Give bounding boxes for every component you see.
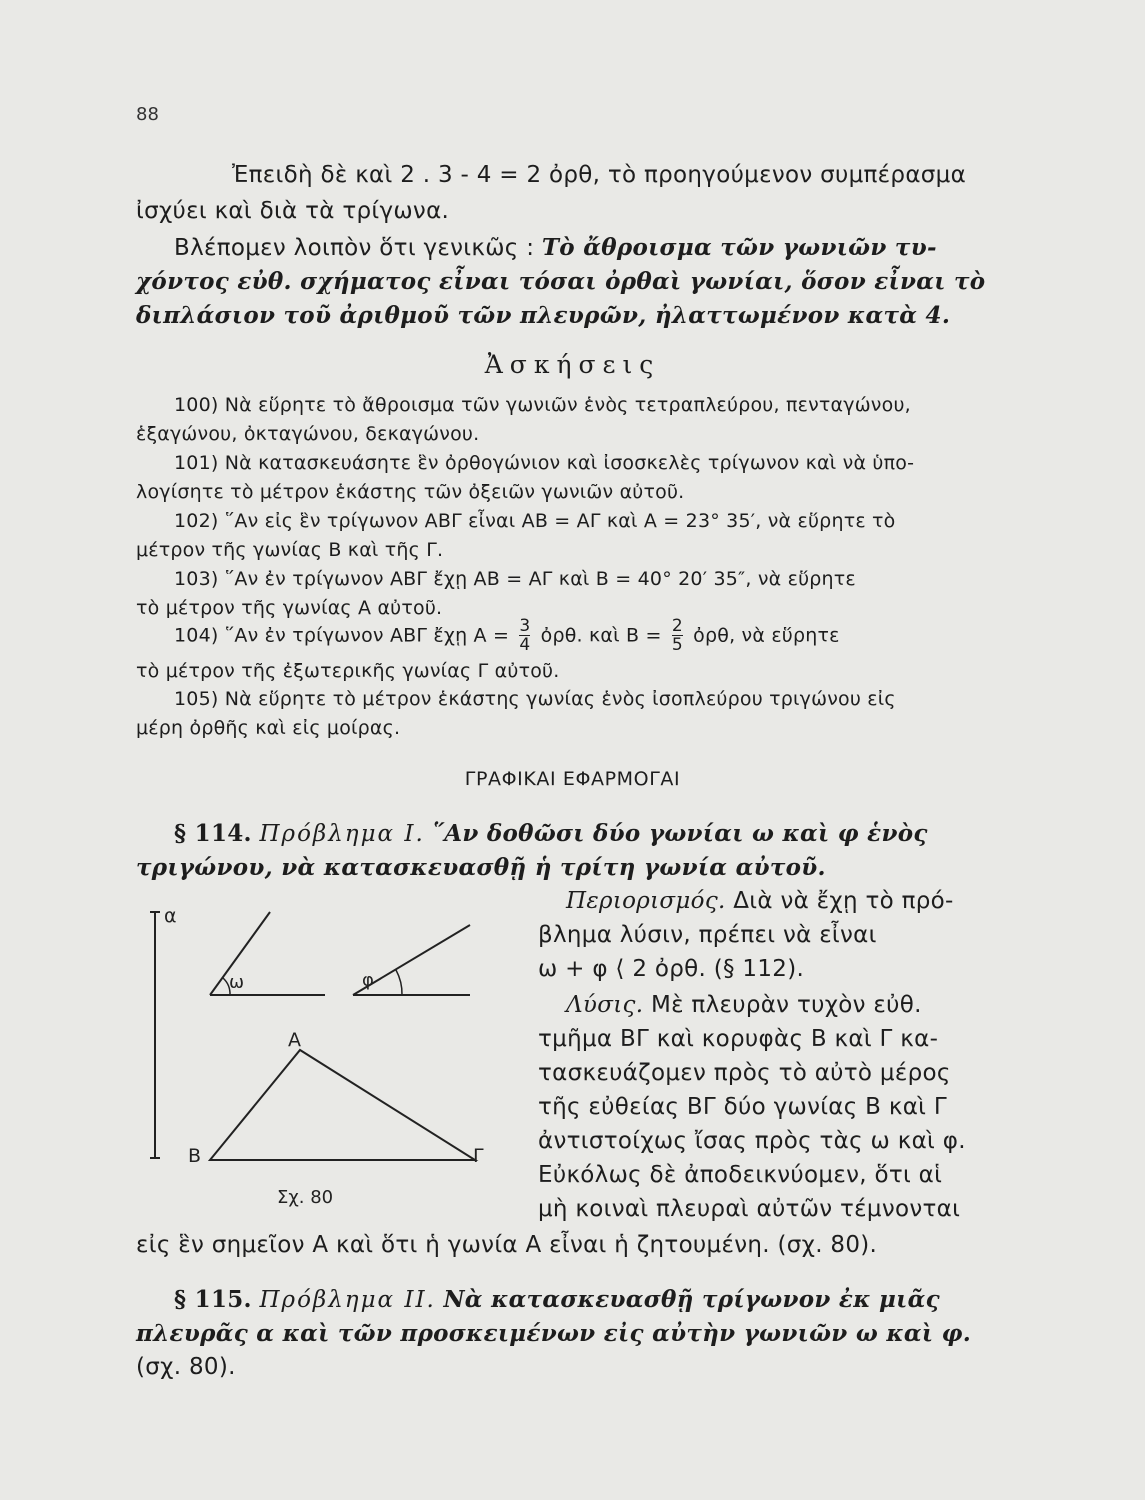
solution-line-2: τμῆμα ΒΓ καὶ κορυφὰς Β καὶ Γ κα- xyxy=(538,1026,939,1052)
figure-80 xyxy=(140,900,500,1210)
graphic-applications-heading: ΓΡΑΦΙΚΑΙ ΕΦΑΡΜΟΓΑΙ xyxy=(464,768,681,790)
label-phi: φ xyxy=(362,970,374,991)
solution-line-8: εἰς ἓν σημεῖον Α καὶ ὅτι ἡ γωνία Α εἶναι ἡ ζητουμένη. (σχ. 80). xyxy=(136,1232,878,1258)
exercise-103-line-2: τὸ μέτρον τῆς γωνίας Α αὐτοῦ. xyxy=(136,597,443,619)
section-115-label: Πρόβλημα ΙΙ. xyxy=(259,1287,436,1313)
intro-line-3-italic: Τὸ ἄθροισμα τῶν γωνιῶν τυ- xyxy=(541,234,937,261)
exercise-104-post: ὀρθ, νὰ εὕρητε xyxy=(693,624,840,647)
angle-phi-arc xyxy=(396,970,402,995)
exercise-100-line-1: 100) Νὰ εὕρητε τὸ ἄθροισμα τῶν γωνιῶν ἑνὸς τετραπλεύρου, πενταγώνου, xyxy=(174,394,911,416)
solution-line-1 xyxy=(566,992,922,1018)
section-114-title-line-2: τριγώνου, νὰ κατασκευασθῇ ἡ τρίτη γωνία αὐτοῦ. xyxy=(136,854,826,881)
label-alpha: α xyxy=(164,905,177,927)
exercise-104-line-2: τὸ μέτρον τῆς ἐξωτερικῆς γωνίας Γ αὐτοῦ. xyxy=(136,660,560,682)
fraction-denominator: 4 xyxy=(519,635,531,655)
label-vertex-a: Α xyxy=(288,1029,301,1051)
section-115-title-line-2: πλευρᾶς α καὶ τῶν προσκειμένων εἰς αὐτὴν γωνιῶν ω καὶ φ. xyxy=(136,1320,972,1347)
solution-line-6: Εὐκόλως δὲ ἀποδεικνύομεν, ὅτι αἱ xyxy=(538,1162,943,1188)
restriction-line-1 xyxy=(566,888,954,914)
intro-line-1: Ἐπειδὴ δὲ καὶ 2 . 3 - 4 = 2 ὀρθ, τὸ προηγούμενον συμπέρασμα xyxy=(232,162,967,188)
exercise-104-mid: ὀρθ. καὶ Β = xyxy=(540,624,662,647)
exercise-101-line-2: λογίσητε τὸ μέτρον ἑκάστης τῶν ὀξειῶν γωνιῶν αὐτοῦ. xyxy=(136,481,685,503)
fraction-three-quarters xyxy=(519,618,530,654)
restriction-line-2: βλημα λύσιν, πρέπει νὰ εἶναι xyxy=(538,922,877,948)
solution-line-7: μὴ κοιναὶ πλευραὶ αὐτῶν τέμνονται xyxy=(538,1196,961,1222)
triangle-abg xyxy=(210,1050,475,1160)
restriction-label: Περιορισμός. xyxy=(566,888,726,914)
solution-line-3: τασκευάζομεν πρὸς τὸ αὐτὸ μέρος xyxy=(538,1060,951,1086)
intro-line-3 xyxy=(174,234,937,261)
fraction-two-fifths xyxy=(672,618,683,654)
intro-line-2: ἰσχύει καὶ διὰ τὰ τρίγωνα. xyxy=(136,198,450,224)
exercise-101-line-1: 101) Νὰ κατασκευάσητε ἓν ὀρθογώνιον καὶ ἰσοσκελὲς τρίγωνον καὶ νὰ ὑπο- xyxy=(174,452,915,474)
restriction-text-a: Διὰ νὰ ἔχῃ τὸ πρό- xyxy=(733,888,954,914)
exercises-heading: Ἀσκήσεις xyxy=(484,350,661,379)
solution-line-4: τῆς εὐθείας ΒΓ δύο γωνίας Β καὶ Γ xyxy=(538,1094,947,1120)
fraction-denominator: 5 xyxy=(671,635,683,655)
exercise-104-line-1 xyxy=(174,618,840,654)
section-115-number: § 115. xyxy=(174,1286,252,1313)
restriction-line-3: ω + φ ⟨ 2 ὀρθ. (§ 112). xyxy=(538,956,805,982)
section-114-title-line-1 xyxy=(174,820,928,847)
section-114-title-a: ῞Αν δοθῶσι δύο γωνίαι ω καὶ φ ἑνὸς xyxy=(432,820,928,847)
label-omega: ω xyxy=(229,972,245,993)
label-vertex-b: Β xyxy=(188,1145,202,1167)
figure-caption: Σχ. 80 xyxy=(277,1187,334,1208)
section-114-label: Πρόβλημα Ι. xyxy=(259,821,425,847)
exercise-100-line-2: ἑξαγώνου, ὀκταγώνου, δεκαγώνου. xyxy=(136,423,480,445)
exercise-105-line-1: 105) Νὰ εὕρητε τὸ μέτρον ἑκάστης γωνίας ἑνὸς ἰσοπλεύρου τριγώνου εἰς xyxy=(174,688,896,710)
page-number: 88 xyxy=(136,104,159,125)
exercise-105-line-2: μέρη ὀρθῆς καὶ εἰς μοίρας. xyxy=(136,717,401,739)
solution-line-5: ἀντιστοίχως ἴσας πρὸς τὰς ω καὶ φ. xyxy=(538,1128,966,1154)
section-115-title-a: Νὰ κατασκευασθῇ τρίγωνον ἐκ μιᾶς xyxy=(443,1286,940,1313)
exercise-102-line-2: μέτρον τῆς γωνίας Β καὶ τῆς Γ. xyxy=(136,539,444,561)
solution-text-a: Μὲ πλευρὰν τυχὸν εὐθ. xyxy=(650,992,922,1018)
intro-line-5: διπλάσιον τοῦ ἀριθμοῦ τῶν πλευρῶν, ἠλαττωμένον κατὰ 4. xyxy=(136,302,951,329)
solution-label: Λύσις. xyxy=(566,992,644,1018)
label-vertex-g: Γ xyxy=(473,1145,484,1167)
intro-line-3-plain: Βλέπομεν λοιπὸν ὅτι γενικῶς : xyxy=(174,235,542,261)
fraction-numerator: 3 xyxy=(519,616,531,636)
exercise-104-pre: 104) ῞Αν ἐν τρίγωνον ΑΒΓ ἔχῃ Α = xyxy=(174,624,510,647)
intro-line-4: χόντος εὐθ. σχήματος εἶναι τόσαι ὀρθαὶ γωνίαι, ὅσον εἶναι τὸ xyxy=(136,268,986,295)
section-114-number: § 114. xyxy=(174,820,252,847)
fraction-numerator: 2 xyxy=(671,616,683,636)
section-115-reference: (σχ. 80). xyxy=(136,1354,236,1380)
section-115-title-line-1 xyxy=(174,1286,940,1313)
exercise-103-line-1: 103) ῞Αν ἐν τρίγωνον ΑΒΓ ἔχῃ ΑΒ = ΑΓ καὶ Β = 40° 20′ 35″, νὰ εὕρητε xyxy=(174,568,856,590)
exercise-102-line-1: 102) ῞Αν εἰς ἓν τρίγωνον ΑΒΓ εἶναι ΑΒ = ΑΓ καὶ Α = 23° 35′, νὰ εὕρητε τὸ xyxy=(174,510,896,532)
